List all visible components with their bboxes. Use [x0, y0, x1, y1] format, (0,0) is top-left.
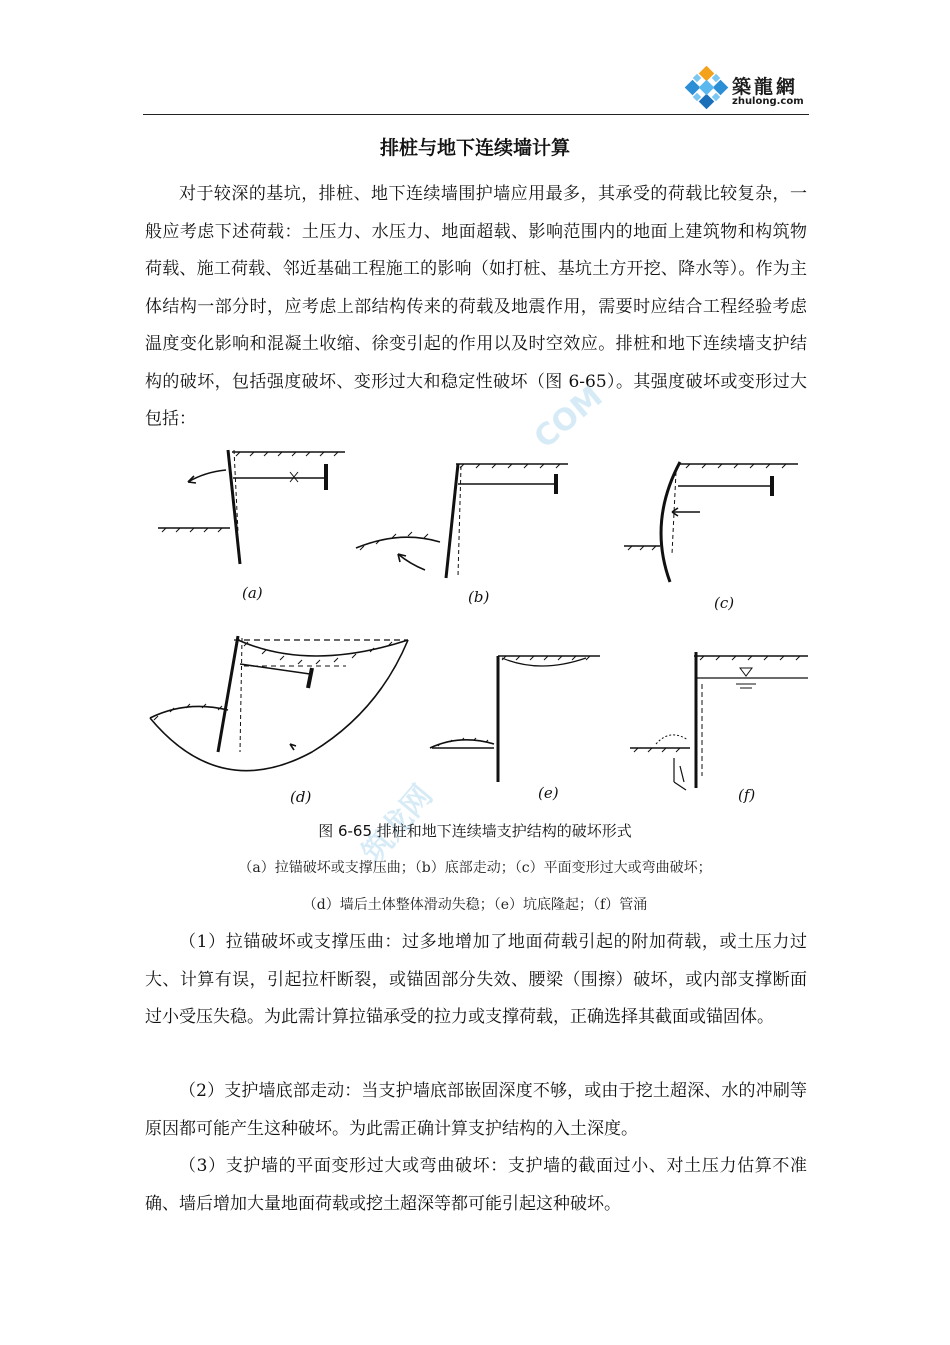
diagram-label-e: (e): [538, 784, 559, 802]
logo-chinese-text: 築龍網: [732, 76, 799, 98]
intro-paragraph: 对于较深的基坑，排桩、地下连续墙围护墙应用最多，其承受的荷载比较复杂，一般应考虑下述荷载：土压力、水压力、地面超载、影响范围内的地面上建筑物和构筑物荷载、施工荷载、邻近基础工程施工的影响（如打桩、基坑土方开挖、降水等）。作为主体结构一部分时，应考虑上部结构传来的荷载及地震作用，需要时应结合工程经验考虑温度变化影响和混凝土收缩、徐变引起的作用以及时空效应。排桩和地下连续墙支护结构的破坏，包括强度破坏、变形过大和稳定性破坏（图 6-65）。其强度破坏或变形过大包括：: [145, 184, 807, 429]
header-rule: [143, 114, 809, 115]
diagram-f: [630, 652, 808, 790]
logo-url-text: zhulong.com: [732, 96, 804, 107]
diagram-label-b: (b): [468, 588, 490, 606]
page-title: 排桩与地下连续墙计算: [379, 137, 570, 159]
diagram-b: [356, 464, 568, 578]
figure-caption: 图 6-65 排桩和地下连续墙支护结构的破坏形式: [318, 822, 632, 840]
diagram-label-a: (a): [242, 584, 263, 602]
diagram-label-f: (f): [738, 786, 756, 804]
diagram-c: [624, 462, 798, 582]
zhulong-logo-icon: [684, 66, 730, 112]
figure-note: （a）拉锚破坏或支撑压曲；（b）底部走动；（c）平面变形过大或弯曲破坏；: [238, 860, 712, 876]
watermark-text: COM: [527, 379, 610, 456]
diagram-a: [158, 450, 345, 564]
figure-note: （d）墙后土体整体滑动失稳；（e）坑底隆起；（f）管涌: [302, 897, 648, 913]
failure-diagrams: [140, 442, 815, 814]
diagram-d: [150, 636, 408, 771]
diagram-e: [430, 656, 600, 782]
item-2-paragraph: （2）支护墙底部走动：当支护墙底部嵌固深度不够，或由于挖土超深、水的冲刷等原因都可能产生这种破坏。为此需正确计算支护结构的入土深度。: [145, 1081, 807, 1139]
diagram-label-d: (d): [290, 788, 312, 806]
diagram-label-c: (c): [714, 594, 735, 612]
failure-modes-figure: [140, 442, 815, 814]
item-3-paragraph: （3）支护墙的平面变形过大或弯曲破坏：支护墙的截面过小、对土压力估算不准确、墙后增加大量地面荷载或挖土超深等都可能引起这种破坏。: [145, 1156, 807, 1214]
watermark-text: 筑龙网: [355, 778, 441, 870]
item-1-paragraph: （1）拉锚破坏或支撑压曲：过多地增加了地面荷载引起的附加荷载，或土压力过大、计算有误，引起拉杆断裂，或锚固部分失效、腰梁（围擦）破坏，或内部支撑断面过小受压失稳。为此需计算拉锚承受的拉力或支撑荷载，正确选择其截面或锚固体。: [145, 932, 807, 1027]
zhulong-logo: [684, 66, 814, 114]
